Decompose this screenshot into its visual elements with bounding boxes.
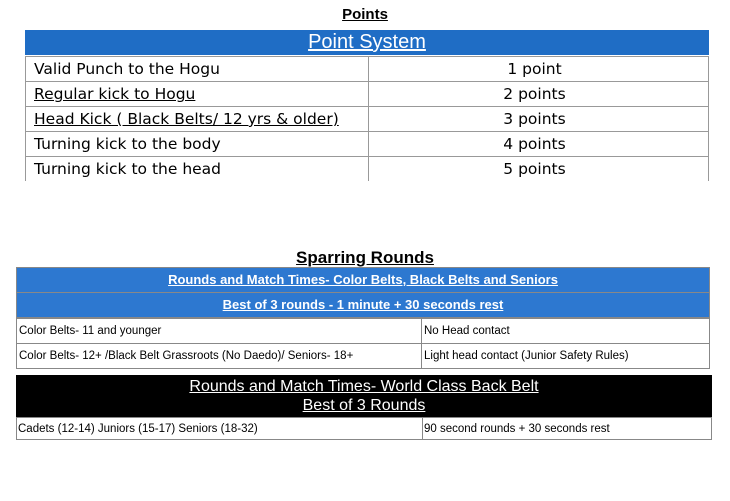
rule-cell: Light head contact (Junior Safety Rules) [422,344,710,369]
world-class-rounds-table [16,417,712,440]
table-row [26,132,709,157]
rule-cell: No Head contact [422,319,710,344]
color-belt-rounds-subheader: Best of 3 rounds - 1 minute + 30 seconds rest [16,293,710,318]
points-cell: 5 points [369,157,709,182]
table-row [26,107,709,132]
point-system-header: Point System [25,30,709,55]
table-row [17,418,712,440]
action-cell: Turning kick to the head [26,157,369,182]
division-cell: Color Belts- 12+ /Black Belt Grassroots (No Daedo)/ Seniors- 18+ [17,344,422,369]
points-title: Points [342,6,388,23]
action-cell: Valid Punch to the Hogu [26,57,369,82]
division-cell: Cadets (12-14) Juniors (15-17) Seniors (18-32) [17,418,423,440]
world-class-header-line1: Rounds and Match Times- World Class Back Belt [189,378,539,395]
table-row [17,344,710,369]
points-cell: 2 points [369,82,709,107]
action-cell: Head Kick ( Black Belts/ 12 yrs & older) [26,107,369,132]
color-belt-rounds-header: Rounds and Match Times- Color Belts, Black Belts and Seniors [16,267,710,293]
action-cell: Regular kick to Hogu [26,82,369,107]
world-class-header-line2: Best of 3 Rounds [302,397,426,414]
world-class-rounds-block [16,375,712,440]
division-cell: Color Belts- 11 and younger [17,319,422,344]
color-belt-rounds-block [16,267,710,369]
points-cell: 1 point [369,57,709,82]
color-belt-rounds-table [16,318,710,369]
table-row [26,82,709,107]
table-row [26,157,709,182]
point-system-table [25,56,709,181]
points-cell: 3 points [369,107,709,132]
rule-cell: 90 second rounds + 30 seconds rest [423,418,712,440]
points-cell: 4 points [369,132,709,157]
table-row [26,57,709,82]
sparring-rounds-title: Sparring Rounds [296,248,434,267]
world-class-rounds-header [16,375,712,417]
action-cell: Turning kick to the body [26,132,369,157]
table-row [17,319,710,344]
